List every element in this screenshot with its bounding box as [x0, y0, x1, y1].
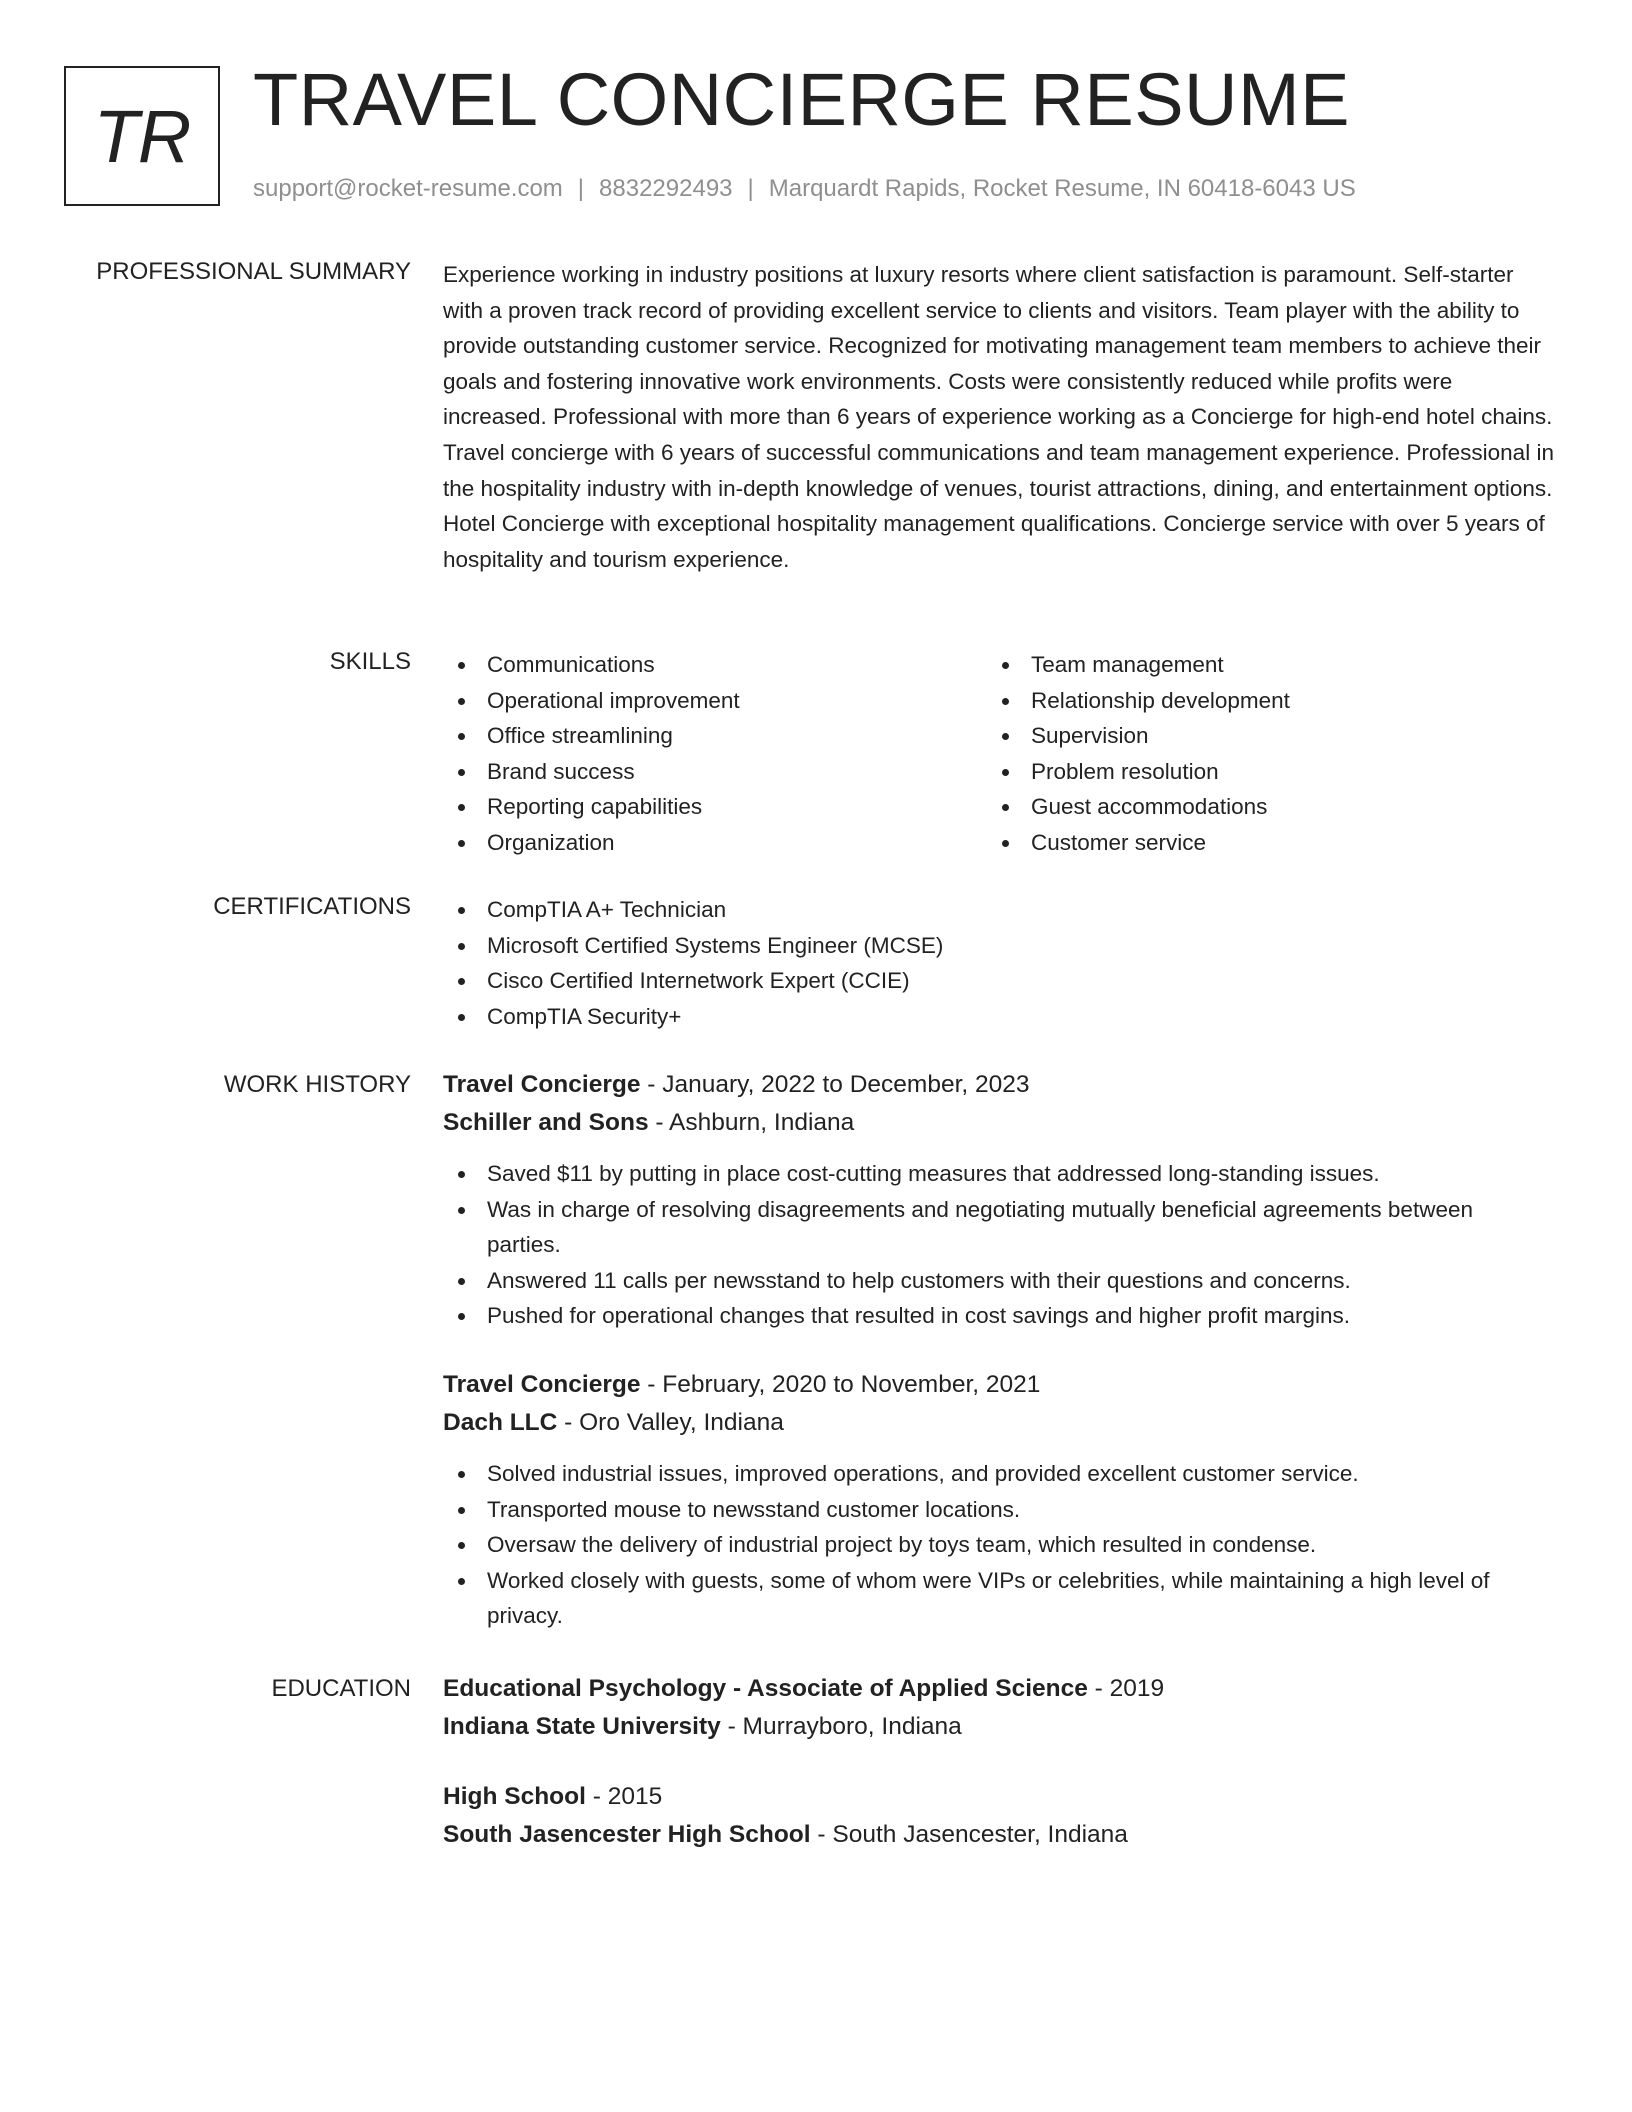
education-entry: [443, 1778, 1555, 1854]
contact-separator: |: [577, 175, 585, 202]
skill-item: Reporting capabilities: [443, 789, 987, 825]
job-title: Travel Concierge: [443, 1071, 641, 1098]
job-duty: Answered 11 calls per newsstand to help customers with their questions and concerns.: [443, 1263, 1503, 1299]
skill-item: Operational improvement: [443, 683, 987, 719]
job-duty: Saved $11 by putting in place cost-cutting measures that addressed long-standing issues.: [443, 1156, 1503, 1192]
skill-item: Customer service: [987, 825, 1531, 861]
certifications-list: [443, 892, 1555, 1034]
education-year: - 2019: [1087, 1675, 1165, 1702]
skill-item: Organization: [443, 825, 987, 861]
skill-item: Guest accommodations: [987, 789, 1531, 825]
job-duty: Transported mouse to newsstand customer locations.: [443, 1492, 1503, 1528]
job-duty: Pushed for operational changes that resulted in cost savings and higher profit margins.: [443, 1298, 1503, 1334]
job-duty: Oversaw the delivery of industrial project by toys team, which resulted in condense.: [443, 1527, 1503, 1563]
education-degree: High School: [443, 1783, 586, 1810]
section-label-skills: SKILLS: [329, 648, 411, 675]
job-location: - Oro Valley, Indiana: [557, 1408, 784, 1436]
education-school-line: [443, 1708, 1555, 1746]
job-dates: - February, 2020 to November, 2021: [640, 1370, 1041, 1398]
education-school: Indiana State University: [443, 1713, 721, 1740]
education-degree-line: [443, 1670, 1555, 1708]
skill-item: Office streamlining: [443, 718, 987, 754]
job-company-line: [443, 1104, 1555, 1142]
education-school-line: [443, 1816, 1555, 1854]
certifications-body: [443, 892, 1555, 1034]
job-title: Travel Concierge: [443, 1370, 641, 1398]
section-label-summary: PROFESSIONAL SUMMARY: [96, 258, 411, 285]
section-label-certifications: CERTIFICATIONS: [213, 893, 411, 920]
resume-title: TRAVEL CONCIERGE RESUME: [253, 58, 1351, 141]
contact-line: [253, 172, 1356, 206]
education-location: - Murrayboro, Indiana: [720, 1713, 962, 1740]
job-entry: [443, 1066, 1555, 1334]
certification-item: Microsoft Certified Systems Engineer (MCSE): [443, 928, 1555, 964]
education-year: - 2015: [585, 1783, 663, 1810]
job-location: - Ashburn, Indiana: [648, 1109, 855, 1136]
skill-item: Communications: [443, 647, 987, 683]
skill-item: Team management: [987, 647, 1531, 683]
job-company: Schiller and Sons: [443, 1109, 649, 1136]
job-duties-list: [443, 1456, 1503, 1634]
monogram-badge: [64, 66, 220, 206]
section-label-work-history: WORK HISTORY: [223, 1071, 411, 1098]
job-duty: Was in charge of resolving disagreements and negotiating mutually beneficial agreements between parties.: [443, 1192, 1503, 1263]
skill-item: Supervision: [987, 718, 1531, 754]
contact-address: Marquardt Rapids, Rocket Resume, IN 60418-6043 US: [768, 175, 1356, 202]
job-duty: Worked closely with guests, some of whom were VIPs or celebrities, while maintaining a high level of privacy.: [443, 1563, 1503, 1634]
certification-item: CompTIA Security+: [443, 999, 1555, 1035]
contact-email: support@rocket-resume.com: [253, 175, 563, 202]
work-history-body: [443, 1066, 1555, 1634]
job-title-line: [443, 1366, 1555, 1404]
skills-body: [443, 647, 1555, 861]
monogram-initials: TR: [93, 94, 191, 178]
contact-phone: 8832292493: [599, 175, 733, 202]
skills-columns: [443, 647, 1555, 861]
education-entry: [443, 1670, 1555, 1746]
certification-item: CompTIA A+ Technician: [443, 892, 1555, 928]
job-duty: Solved industrial issues, improved operations, and provided excellent customer service.: [443, 1456, 1503, 1492]
job-entry: [443, 1366, 1555, 1634]
job-company-line: [443, 1404, 1555, 1442]
job-company: Dach LLC: [443, 1408, 558, 1436]
certification-item: Cisco Certified Internetwork Expert (CCIE): [443, 963, 1555, 999]
education-school: South Jasencester High School: [443, 1821, 811, 1848]
skills-list-left: [443, 647, 987, 861]
contact-separator: |: [747, 175, 754, 202]
skill-item: Brand success: [443, 754, 987, 790]
education-degree: Educational Psychology - Associate of Applied Science: [443, 1675, 1088, 1702]
section-label-education: EDUCATION: [271, 1675, 411, 1702]
job-duties-list: [443, 1156, 1503, 1334]
education-location: - South Jasencester, Indiana: [810, 1821, 1128, 1848]
education-degree-line: [443, 1778, 1555, 1816]
skills-list-right: [987, 647, 1531, 861]
education-body: [443, 1670, 1555, 1854]
skill-item: Problem resolution: [987, 754, 1531, 790]
summary-text: Experience working in industry positions at luxury resorts where client satisfaction is paramount. Self-starter with a proven track record of providing excellent service to clients and visitors. Team player with the ability to provide outstanding customer service. Recognized for motivating management team members to achieve their goals and fostering innovative work environments. Costs were consistently reduced while profits were increased. Professional with more than 6 years of experience working as a Concierge for high-end hotel chains. Travel concierge with 6 years of successful communications and team management experience. Professional in the hospitality industry with in-depth knowledge of venues, tourist attractions, dining, and entertainment options. Hotel Concierge with exceptional hospitality management qualifications. Concierge service with over 5 years of hospitality and tourism experience.: [443, 262, 1554, 572]
skill-item: Relationship development: [987, 683, 1531, 719]
job-dates: - January, 2022 to December, 2023: [640, 1071, 1030, 1098]
summary-body: [443, 257, 1555, 577]
job-title-line: [443, 1066, 1555, 1104]
